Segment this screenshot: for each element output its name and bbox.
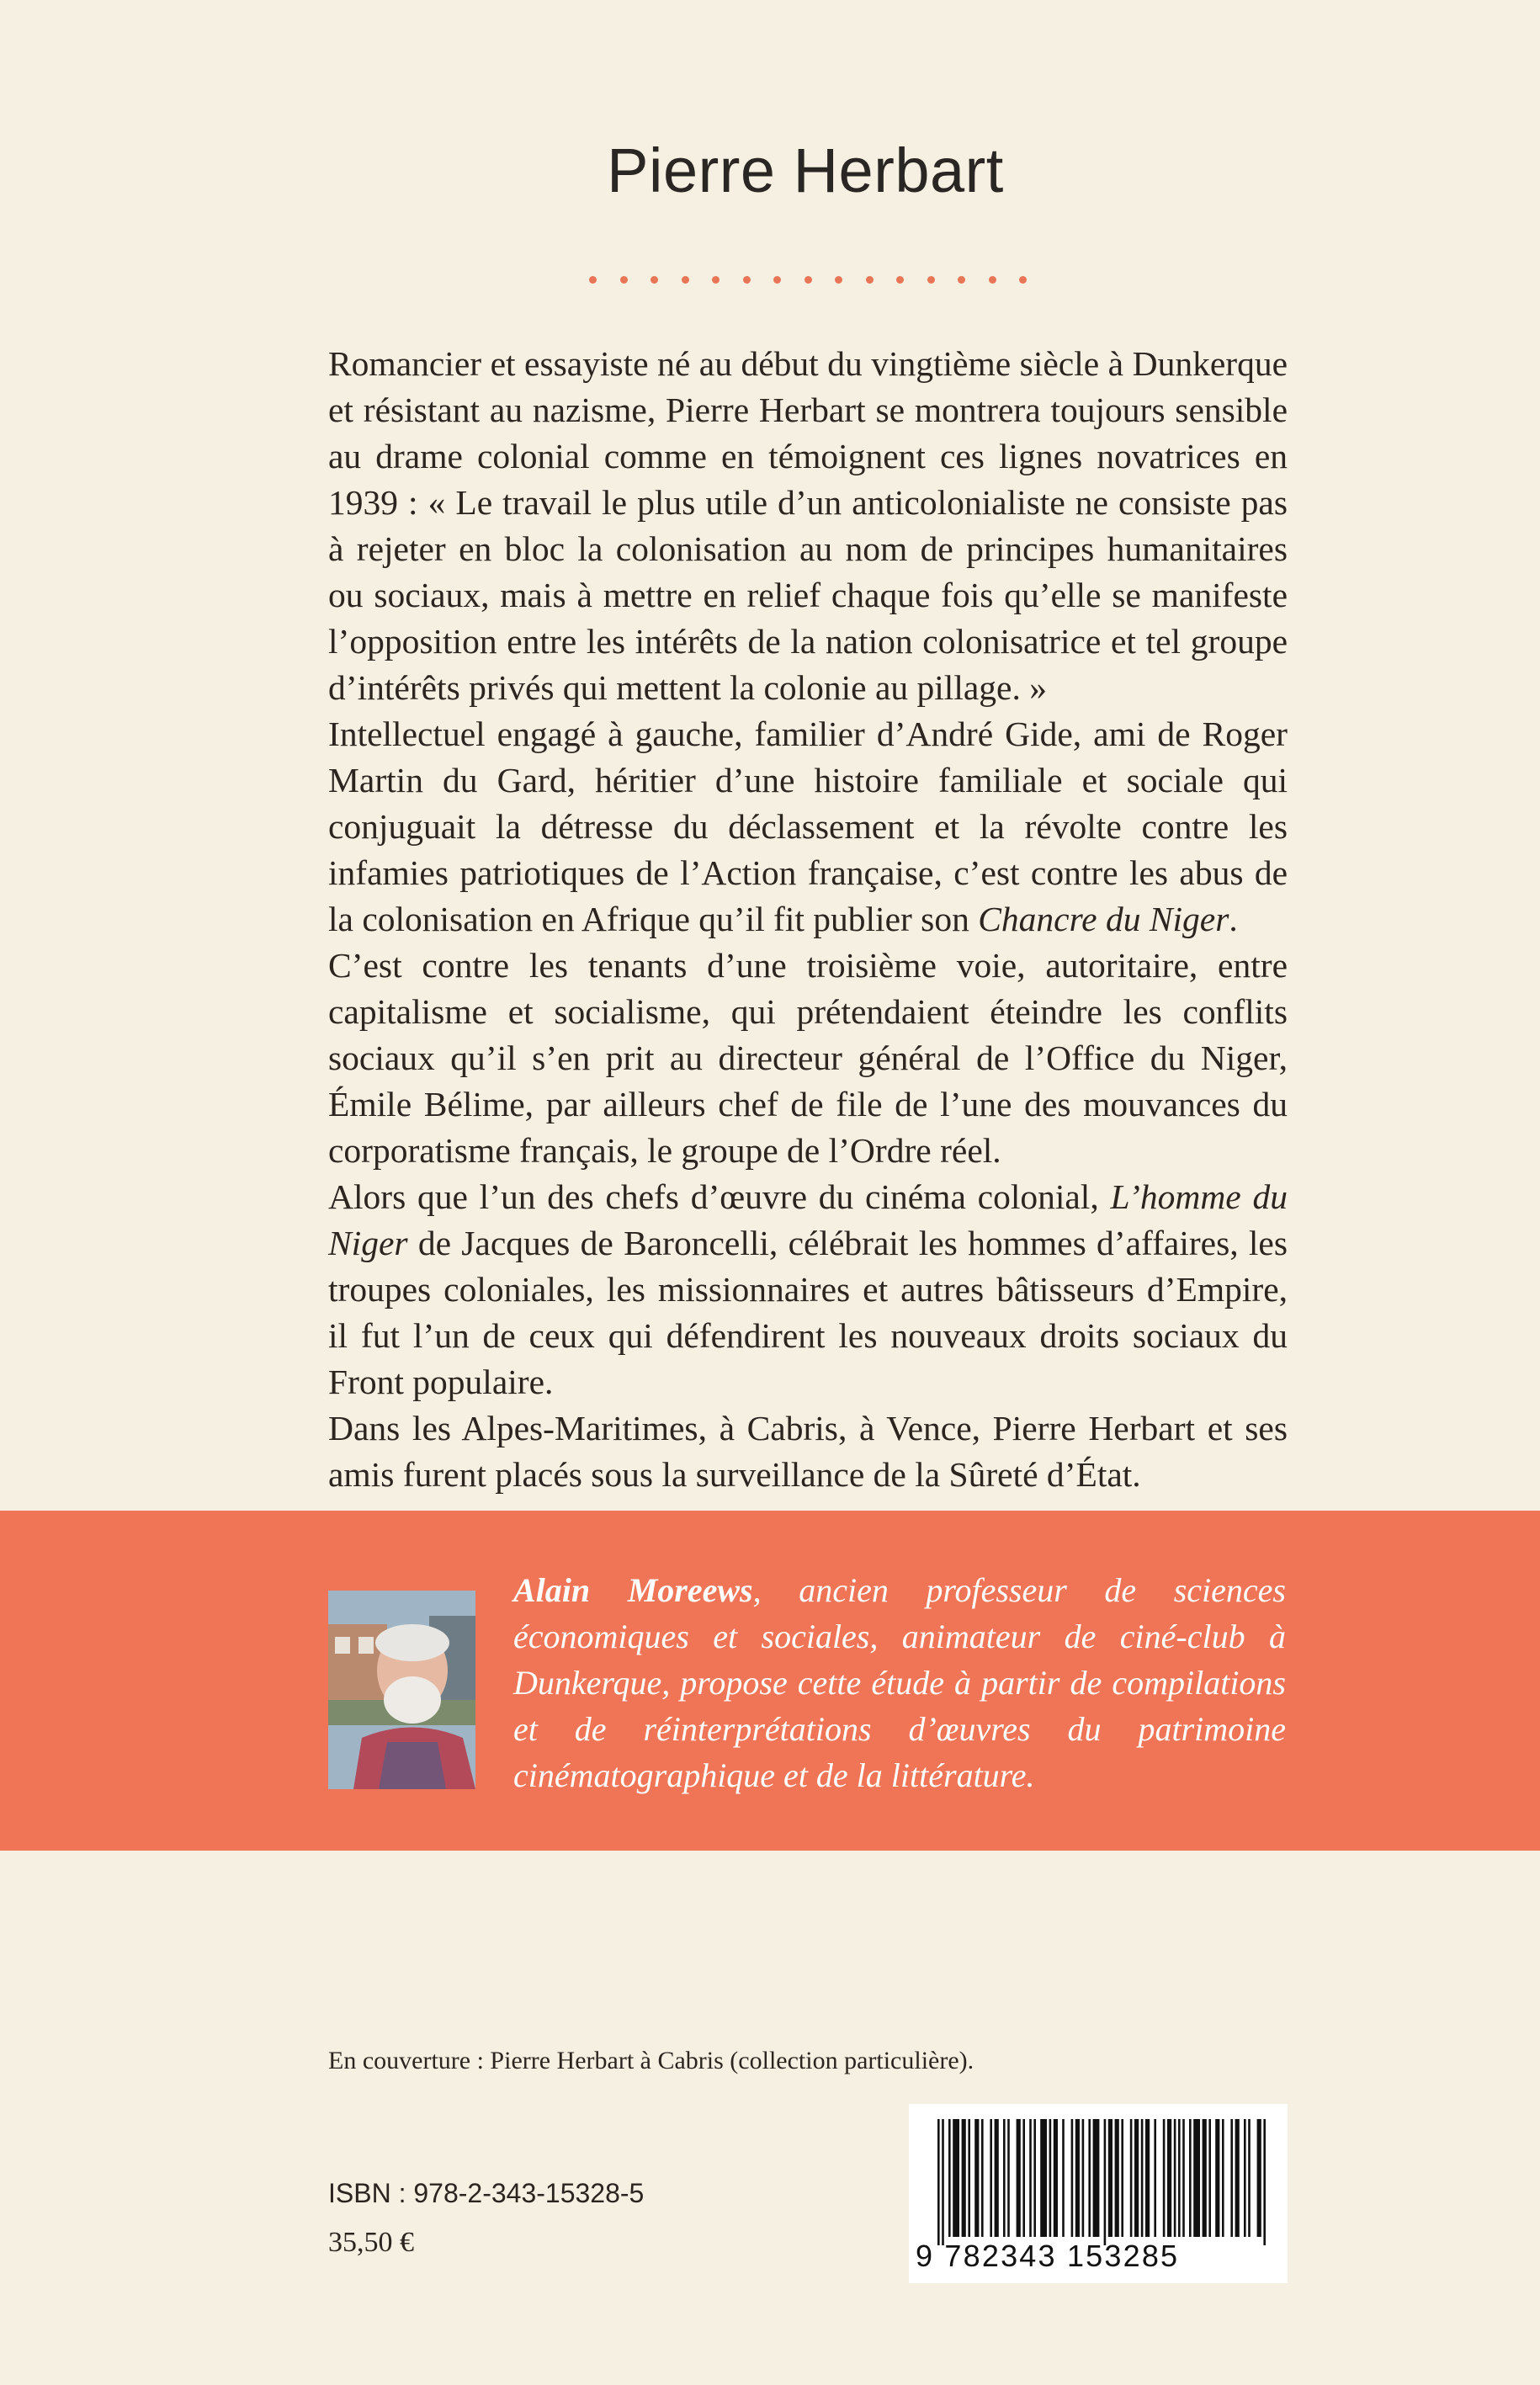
barcode-bar bbox=[1235, 2119, 1240, 2237]
barcode-bar bbox=[1007, 2119, 1010, 2237]
barcode-bar bbox=[1174, 2119, 1176, 2237]
barcode-bar bbox=[981, 2119, 984, 2237]
barcode-bar bbox=[1082, 2119, 1085, 2237]
barcode-bar bbox=[1178, 2119, 1181, 2237]
barcode-bar bbox=[1244, 2119, 1246, 2237]
barcode-bar bbox=[1189, 2119, 1192, 2237]
barcode-bar bbox=[1263, 2119, 1266, 2245]
barcode-bar bbox=[968, 2119, 970, 2237]
barcode-bar bbox=[1093, 2119, 1100, 2237]
cover-credit: En couverture : Pierre Herbart à Cabris (collection particulière). bbox=[328, 2047, 974, 2074]
barcode-bar bbox=[1022, 2119, 1025, 2237]
barcode-bar bbox=[1104, 2119, 1107, 2245]
author-bio: Alain Moreews, ancien professeur de sciences économiques et sociales, animateur de ciné-club à Dunkerque, propose cette étude à partir de compilations et de réinterprétations d’œuvres du patrimoine cinématographique et de la littérature. bbox=[513, 1571, 1286, 1794]
film-reference-title: L’homme du Niger bbox=[328, 1177, 1288, 1262]
decorative-dot-divider bbox=[589, 274, 1027, 285]
barcode-bar bbox=[995, 2119, 999, 2237]
barcode-bar bbox=[942, 2119, 944, 2245]
barcode-bar bbox=[1163, 2119, 1166, 2237]
barcode-bar bbox=[1071, 2119, 1074, 2237]
barcode bbox=[909, 2104, 1288, 2283]
barcode-bar bbox=[1017, 2119, 1021, 2237]
barcode-bar bbox=[1134, 2119, 1139, 2237]
barcode-bar bbox=[1062, 2119, 1065, 2237]
barcode-bar bbox=[1049, 2119, 1052, 2237]
book-reference-title: Chancre du Niger bbox=[978, 900, 1229, 938]
barcode-bar bbox=[1203, 2119, 1207, 2237]
barcode-bar bbox=[1193, 2119, 1200, 2237]
barcode-bar bbox=[937, 2119, 940, 2245]
barcode-bar bbox=[1167, 2119, 1171, 2237]
barcode-bar bbox=[962, 2119, 966, 2237]
author-name: Alain Moreews bbox=[513, 1571, 753, 1609]
barcode-bar bbox=[1215, 2119, 1219, 2237]
barcode-bar bbox=[990, 2119, 992, 2237]
barcode-bar bbox=[1145, 2119, 1150, 2237]
barcode-bar bbox=[1115, 2119, 1119, 2237]
barcode-bar bbox=[1141, 2119, 1144, 2237]
barcode-bar bbox=[1040, 2119, 1047, 2237]
barcode-bar bbox=[1033, 2119, 1036, 2237]
barcode-bar bbox=[1130, 2119, 1133, 2237]
description-paragraph-1: Romancier et essayiste né au début du vingtième siècle à Dunkerque et résistant au nazisme, Pierre Herbart se montrera toujours sensible au drame colonial comme en témoignent ces lignes novatrices en 1939 : « Le travail le plus utile d’un anticolonialiste ne consiste pas à rejeter en bloc la colonisation au nom de principes humanitaires ou sociaux, mais à mettre en relief chaque fois qu’elle se manifeste l’opposition entre les intérêts de la nation colonisatrice et tel groupe d’intérêts privés qui mettent la colonie au pillage. » bbox=[328, 344, 1288, 707]
author-photo bbox=[328, 1591, 475, 1789]
barcode-bar bbox=[974, 2119, 979, 2237]
barcode-bar bbox=[1029, 2119, 1032, 2237]
isbn: ISBN : 978-2-343-15328-5 bbox=[328, 2178, 645, 2208]
barcode-bar bbox=[1075, 2119, 1080, 2237]
barcode-bars bbox=[937, 2119, 1274, 2245]
barcode-bar bbox=[953, 2119, 959, 2237]
back-cover-description bbox=[328, 341, 1288, 1498]
description-paragraph-5: Dans les Alpes-Maritimes, à Cabris, à Vence, Pierre Herbart et ses amis furent placés sous la surveillance de la Sûreté d’État. bbox=[328, 1409, 1288, 1494]
barcode-bar bbox=[948, 2119, 951, 2237]
barcode-bar bbox=[1154, 2119, 1156, 2237]
barcode-bar bbox=[1088, 2119, 1091, 2237]
barcode-bar bbox=[1248, 2119, 1251, 2237]
barcode-bar bbox=[1230, 2119, 1233, 2237]
barcode-digits: 9 782343 153285 bbox=[916, 2239, 1180, 2273]
barcode-bar bbox=[1121, 2119, 1123, 2237]
description-paragraph-2: Intellectuel engagé à gauche, familier d’André Gide, ami de Roger Martin du Gard, héritier d’une histoire familiale et sociale qui conjuguait la détresse du déclassement et la révolte contre les infamies patriotiques de l’Action française, c’est contre les abus de la colonisation en Afrique qu’il fit publier son Chancre du Niger. bbox=[328, 714, 1288, 938]
description-paragraph-4: Alors que l’un des chefs d’œuvre du cinéma colonial, L’homme du Niger de Jacques de Baroncelli, célébrait les hommes d’affaires, les troupes coloniales, les missionnaires et autres bâtisseurs d’Empire, il fut l’un de ceux qui défendirent les nouveaux droits sociaux du Front populaire. bbox=[328, 1177, 1288, 1401]
barcode-bar bbox=[1208, 2119, 1211, 2237]
price: 35,50 € bbox=[328, 2227, 414, 2258]
description-paragraph-3: C’est contre les tenants d’une troisième voie, autoritaire, entre capitalisme et socialisme, qui prétendaient éteindre les conflits sociaux qu’il s’en prit au directeur général de l’Office du Niger, Émile Bélime, par ailleurs chef de file de l’une des mouvances du corporatisme français, le groupe de l’Ordre réel. bbox=[328, 946, 1288, 1170]
barcode-bar bbox=[1257, 2119, 1261, 2237]
barcode-bar bbox=[1222, 2119, 1224, 2237]
barcode-bar bbox=[1108, 2119, 1113, 2237]
book-title: Pierre Herbart bbox=[607, 135, 1004, 205]
barcode-bar bbox=[1054, 2119, 1058, 2237]
barcode-bar bbox=[1182, 2119, 1185, 2237]
barcode-bar bbox=[1003, 2119, 1006, 2237]
